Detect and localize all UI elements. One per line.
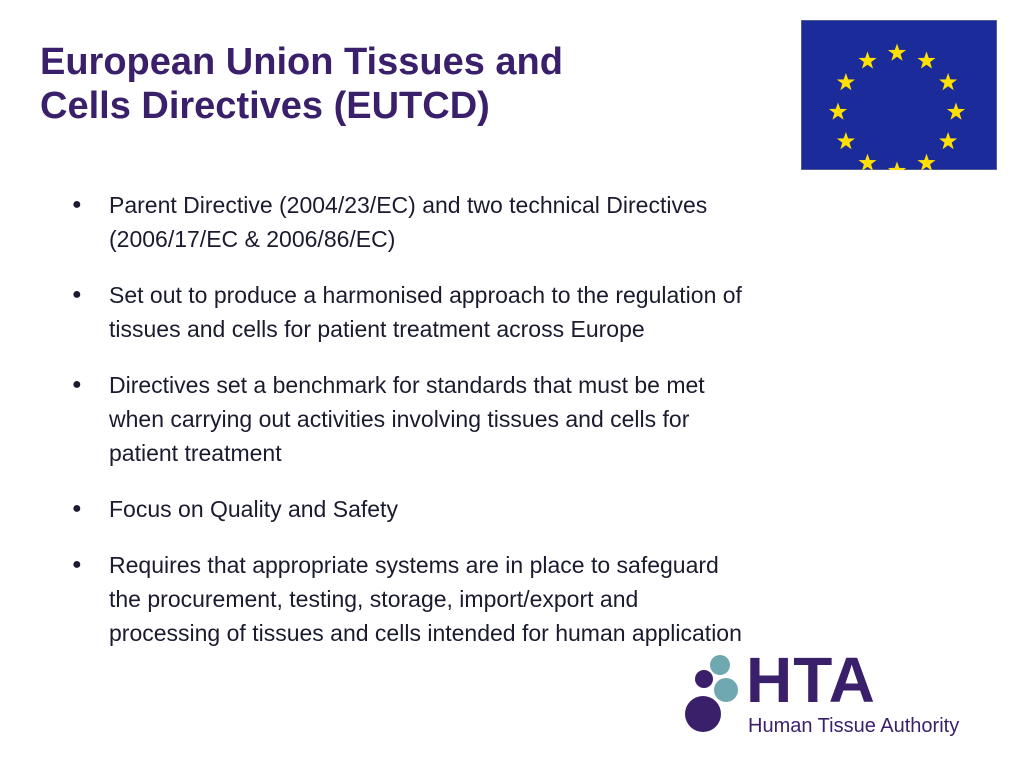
bullet-dot-icon: ● [72,196,82,213]
bullet-item [72,188,912,256]
bullet-text-line: (2006/17/EC & 2006/86/EC) [109,226,396,252]
bullet-text-line: Parent Directive (2004/23/EC) and two technical Directives [109,192,708,218]
bullet-text-line: Directives set a benchmark for standards that must be met [109,372,705,398]
bullet-list [72,188,912,672]
slide-title-line: European Union Tissues and [40,41,563,83]
bullet-text-line: the procurement, testing, storage, import/export and [109,586,639,612]
eu-flag-icon [801,20,997,170]
bullet-dot-icon: ● [72,500,82,517]
bullet-dot-icon: ● [72,376,82,393]
slide-title-line: Cells Directives (EUTCD) [40,85,490,127]
hta-dots-icon [682,652,744,744]
hta-logo-name: Human Tissue Authority [748,715,960,737]
bullet-text-line: patient treatment [109,440,282,466]
bullet-text-line: Focus on Quality and Safety [109,496,398,522]
bullet-text-line: processing of tissues and cells intended for human application [109,620,742,646]
bullet-item [72,548,912,650]
bullet-dot-icon: ● [72,286,82,303]
bullet-item [72,368,912,470]
hta-logo-mark: HTA [746,644,876,716]
bullet-text-line: Requires that appropriate systems are in place to safeguard [109,552,719,578]
slide-title [40,40,760,128]
bullet-item [72,492,912,526]
bullet-dot-icon: ● [72,556,82,573]
bullet-text-line: Set out to produce a harmonised approach to the regulation of [109,282,742,308]
hta-logo [682,644,972,744]
bullet-item [72,278,912,346]
bullet-text-line: tissues and cells for patient treatment across Europe [109,316,645,342]
bullet-text-line: when carrying out activities involving tissues and cells for [109,406,690,432]
